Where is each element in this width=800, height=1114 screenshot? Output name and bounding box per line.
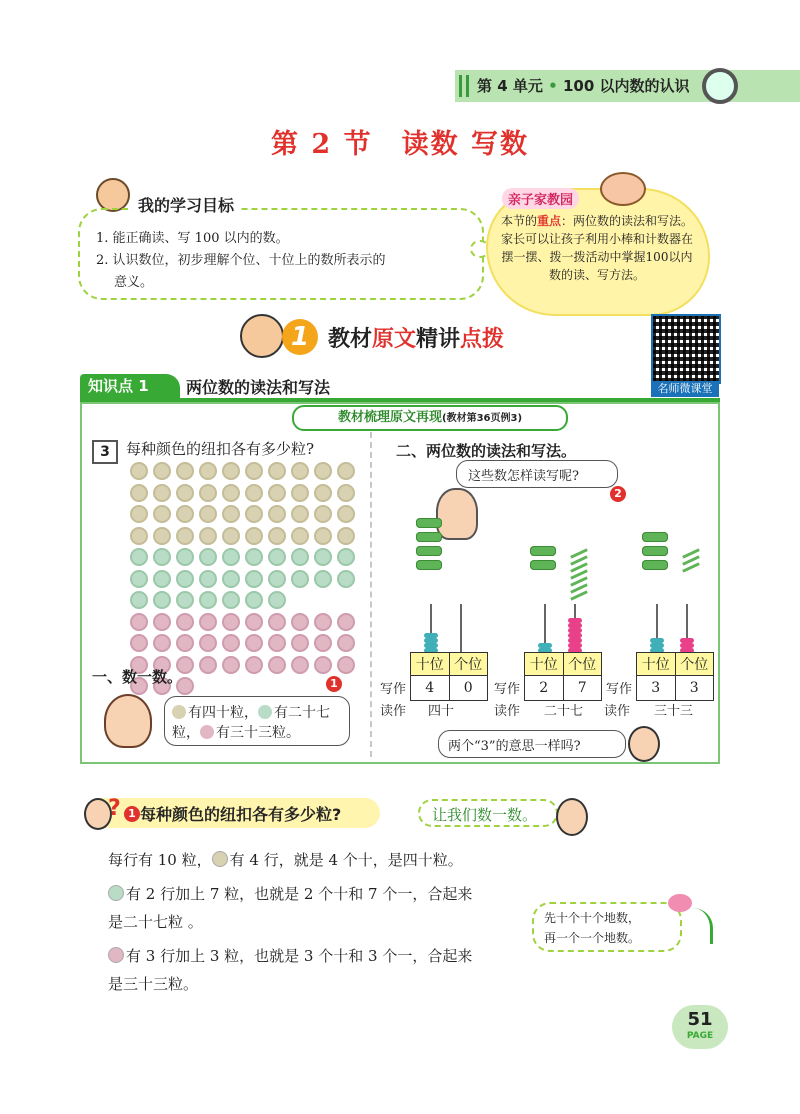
parent-text	[498, 212, 696, 284]
tens-value: 2	[525, 676, 564, 701]
button-icon	[222, 634, 240, 652]
abacus-bead	[650, 643, 664, 648]
abacus-rod	[460, 604, 462, 654]
green-button-icon	[108, 885, 124, 901]
read-value-2: 二十七	[544, 704, 584, 719]
button-icon	[337, 570, 355, 588]
paragraph-3-cont: 是三十三粒。	[108, 975, 199, 993]
button-icon	[176, 484, 194, 502]
button-icon	[291, 634, 309, 652]
button-icon	[268, 462, 286, 480]
section-title: 第 2 节 读数 写数	[271, 129, 529, 160]
button-icon	[245, 570, 263, 588]
boy-speech-text: 这些数怎样读写呢?	[468, 469, 579, 484]
bubble1-c: 粒，	[172, 725, 200, 741]
button-icon	[245, 656, 263, 674]
section-number-badge: 1	[282, 319, 318, 355]
button-icon	[199, 656, 217, 674]
ones-header: 个位	[563, 653, 602, 676]
parent-title: 亲子家教园	[502, 188, 579, 209]
green-button-icon	[258, 705, 272, 719]
paragraph-2	[108, 880, 472, 908]
callout-2: 2	[610, 486, 626, 502]
button-icon	[291, 613, 309, 631]
panel-tag-ref: (教材第36页例3)	[442, 413, 523, 424]
button-icon	[222, 505, 240, 523]
knowledge-point-title: 两位数的读法和写法	[186, 378, 331, 397]
section1-title-b: 原文	[372, 327, 417, 352]
button-icon	[314, 505, 332, 523]
beige-button-icon	[172, 705, 186, 719]
button-row	[130, 570, 355, 588]
parent-text-key: 重点	[536, 214, 561, 228]
question-heading: 每种颜色的纽扣各有多少粒?	[140, 805, 342, 824]
button-icon	[199, 527, 217, 545]
button-icon	[337, 527, 355, 545]
part1-label: 一、数一数。	[92, 668, 183, 686]
panel-tag	[292, 405, 568, 431]
button-icon	[153, 613, 171, 631]
section1-title-d: 点拨	[460, 327, 505, 352]
abacus-bead	[424, 643, 438, 648]
button-icon	[314, 570, 332, 588]
write-label-1: 写作	[380, 682, 407, 697]
pink-button-icon	[108, 947, 124, 963]
flower-icon	[668, 894, 692, 912]
button-icon	[130, 591, 148, 609]
paragraph-3	[108, 942, 472, 970]
baby-icon	[628, 726, 660, 762]
button-icon	[268, 591, 286, 609]
button-icon	[268, 634, 286, 652]
page-number-value: 51	[687, 1009, 713, 1030]
abacus-bead	[568, 643, 582, 648]
knowledge-point-tag: 知识点 1	[80, 374, 180, 398]
parent-text-pre: 本节的	[500, 214, 537, 228]
abacus-bead	[568, 638, 582, 643]
button-icon	[199, 634, 217, 652]
button-icon	[130, 462, 148, 480]
button-icon	[245, 634, 263, 652]
button-icon	[176, 527, 194, 545]
panel-tag-text: 教材梳理原文再现	[337, 410, 442, 425]
tens-header: 十位	[637, 653, 676, 676]
tip-bubble	[532, 902, 682, 952]
read-label-2: 读作	[494, 704, 521, 719]
stick-bundle-icon	[416, 546, 442, 556]
tip-line-1: 先十个十个地数，	[544, 911, 641, 925]
goal-item-2: 2. 认识数位，初步理解个位、十位上的数所表示的	[96, 253, 386, 268]
button-icon	[337, 613, 355, 631]
ones-value: 7	[563, 676, 602, 701]
flower-stem	[690, 908, 713, 944]
qr-code[interactable]	[651, 314, 721, 384]
button-icon	[176, 613, 194, 631]
button-icon	[222, 548, 240, 566]
button-icon	[337, 505, 355, 523]
button-icon	[222, 570, 240, 588]
problem-text: 每种颜色的纽扣各有多少粒?	[126, 440, 315, 458]
abacus-bead	[568, 623, 582, 628]
header-dot: •	[548, 77, 558, 95]
button-icon	[153, 505, 171, 523]
place-table-1	[410, 652, 488, 701]
button-icon	[268, 484, 286, 502]
write-label-2: 写作	[494, 682, 521, 697]
button-icon	[222, 527, 240, 545]
button-icon	[337, 656, 355, 674]
tip-line-2: 再一个一个地数。	[544, 931, 641, 945]
ones-header: 个位	[449, 653, 488, 676]
button-icon	[268, 613, 286, 631]
abacus-bead	[680, 638, 694, 643]
button-icon	[199, 570, 217, 588]
button-icon	[337, 462, 355, 480]
button-icon	[337, 634, 355, 652]
ones-value: 0	[449, 676, 488, 701]
button-row	[130, 527, 355, 545]
goals-title: 我的学习目标	[132, 193, 240, 216]
stick-bundle-icon	[530, 560, 556, 570]
button-icon	[268, 505, 286, 523]
button-icon	[337, 484, 355, 502]
bubble1-a: 有四十粒，	[188, 705, 258, 721]
button-icon	[130, 505, 148, 523]
button-icon	[245, 505, 263, 523]
callout-1: 1	[326, 676, 342, 692]
parent-text-post: ：两位数的读法和写法。家长可以让孩子利用小棒和计数器在摆一摆、拨一拨活动中掌握100以内数的读、写方法。	[500, 214, 694, 282]
qr-label: 名师微课堂	[651, 381, 719, 397]
button-icon	[176, 548, 194, 566]
button-icon	[245, 462, 263, 480]
abacus-bead	[568, 618, 582, 623]
p1-a: 每行有 10 粒，	[108, 851, 212, 869]
abacus-bead	[424, 638, 438, 643]
button-row	[130, 591, 286, 609]
abacus-bead	[568, 628, 582, 633]
button-icon	[291, 462, 309, 480]
read-label-3: 读作	[604, 704, 631, 719]
magnifier-icon	[702, 68, 738, 104]
header-bars	[459, 75, 469, 97]
button-icon	[199, 548, 217, 566]
button-row	[130, 484, 355, 502]
button-icon	[153, 548, 171, 566]
read-label-1: 读作	[380, 704, 407, 719]
abacus-bead	[424, 633, 438, 638]
goal-item-3: 意义。	[114, 275, 154, 290]
button-icon	[153, 462, 171, 480]
part2-label: 二、两位数的读法和写法。	[396, 442, 577, 460]
button-icon	[245, 527, 263, 545]
button-icon	[245, 613, 263, 631]
ones-value: 3	[675, 676, 714, 701]
button-icon	[222, 656, 240, 674]
abacus-bead	[680, 643, 694, 648]
girl-speech-line-2	[172, 722, 300, 742]
lets-count-bubble: 让我们数一数。	[418, 799, 558, 827]
problem-number: 3	[92, 440, 118, 464]
button-icon	[314, 484, 332, 502]
pink-button-icon	[200, 725, 214, 739]
kid-icon	[96, 178, 130, 212]
paragraph-2-cont: 是二十七粒 。	[108, 913, 203, 931]
boy-icon	[436, 488, 478, 540]
button-icon	[130, 484, 148, 502]
button-icon	[130, 613, 148, 631]
button-icon	[268, 527, 286, 545]
stick-bundle-icon	[642, 560, 668, 570]
read-value-1: 四十	[428, 704, 455, 719]
button-icon	[176, 570, 194, 588]
tens-value: 3	[637, 676, 676, 701]
button-icon	[314, 613, 332, 631]
stick-bundle-icon	[530, 546, 556, 556]
section1-title-a: 教材	[328, 327, 373, 352]
question-mark-icon: ?	[108, 796, 121, 821]
button-icon	[222, 613, 240, 631]
grandpa-icon	[556, 798, 588, 836]
reading-kid-icon	[240, 314, 284, 358]
stick-bundle-icon	[416, 560, 442, 570]
button-icon	[314, 548, 332, 566]
girl-icon	[104, 694, 152, 748]
read-value-3: 三十三	[654, 704, 694, 719]
bubble1-d: 有三十三粒。	[216, 725, 300, 741]
unit-header	[455, 70, 800, 102]
button-row	[130, 548, 355, 566]
unit-topic: 100 以内数的认识	[562, 77, 690, 95]
stick-bundle-icon	[416, 532, 442, 542]
button-icon	[291, 656, 309, 674]
button-icon	[291, 505, 309, 523]
button-icon	[130, 548, 148, 566]
button-icon	[153, 634, 171, 652]
abacus-bead	[538, 643, 552, 648]
button-icon	[314, 656, 332, 674]
button-icon	[291, 570, 309, 588]
paragraph-1	[108, 846, 463, 874]
button-icon	[153, 591, 171, 609]
button-row	[130, 613, 355, 631]
page-number-label: PAGE	[686, 1031, 714, 1041]
write-label-3: 写作	[606, 682, 633, 697]
bubble1-b: 有二十七	[274, 705, 330, 721]
button-icon	[130, 634, 148, 652]
p2-a: 有 2 行加上 7 粒，也就是 2 个十和 7 个一，合起来	[126, 885, 473, 903]
button-icon	[176, 505, 194, 523]
tens-header: 十位	[525, 653, 564, 676]
stick-bundle-icon	[642, 532, 668, 542]
tens-header: 十位	[411, 653, 450, 676]
place-table-3	[636, 652, 714, 701]
button-icon	[245, 484, 263, 502]
panel-divider	[370, 432, 372, 757]
button-row	[130, 634, 355, 652]
button-icon	[130, 527, 148, 545]
beige-button-icon	[212, 851, 228, 867]
button-icon	[314, 527, 332, 545]
stick-bundle-icon	[416, 518, 442, 528]
button-icon	[153, 570, 171, 588]
button-icon	[268, 656, 286, 674]
p3-a: 有 3 行加上 3 粒，也就是 3 个十和 3 个一，合起来	[126, 947, 473, 965]
button-icon	[199, 613, 217, 631]
button-row	[130, 462, 355, 480]
abacus-bead	[568, 633, 582, 638]
page-number	[672, 1005, 728, 1049]
button-icon	[222, 462, 240, 480]
button-icon	[153, 527, 171, 545]
button-icon	[291, 548, 309, 566]
button-icon	[337, 548, 355, 566]
button-icon	[245, 591, 263, 609]
girl-speech-line-1	[172, 702, 330, 722]
button-icon	[314, 634, 332, 652]
goal-item-1: 1. 能正确读、写 100 以内的数。	[96, 231, 289, 246]
button-icon	[222, 484, 240, 502]
ones-header: 个位	[675, 653, 714, 676]
button-icon	[268, 548, 286, 566]
family-icon	[600, 172, 646, 206]
button-icon	[199, 591, 217, 609]
button-icon	[199, 484, 217, 502]
unit-label: 第 4 单元	[477, 77, 543, 95]
button-icon	[176, 591, 194, 609]
question-number: 1	[124, 806, 140, 822]
button-icon	[314, 462, 332, 480]
tens-value: 4	[411, 676, 450, 701]
button-icon	[222, 591, 240, 609]
stick-bundle-icon	[642, 546, 668, 556]
question-text: 两个“3”的意思一样吗?	[448, 739, 581, 754]
button-row	[130, 505, 355, 523]
place-table-2	[524, 652, 602, 701]
section1-title	[328, 322, 504, 353]
button-icon	[268, 570, 286, 588]
section1-title-c: 精讲	[416, 327, 461, 352]
button-icon	[153, 484, 171, 502]
button-icon	[176, 462, 194, 480]
abacus-bead	[650, 638, 664, 643]
button-icon	[291, 484, 309, 502]
button-icon	[245, 548, 263, 566]
button-icon	[199, 505, 217, 523]
header-text	[477, 75, 690, 96]
button-icon	[199, 462, 217, 480]
button-icon	[130, 570, 148, 588]
button-icon	[176, 634, 194, 652]
p1-b: 有 4 行，就是 4 个十，是四十粒。	[229, 851, 463, 869]
button-icon	[291, 527, 309, 545]
